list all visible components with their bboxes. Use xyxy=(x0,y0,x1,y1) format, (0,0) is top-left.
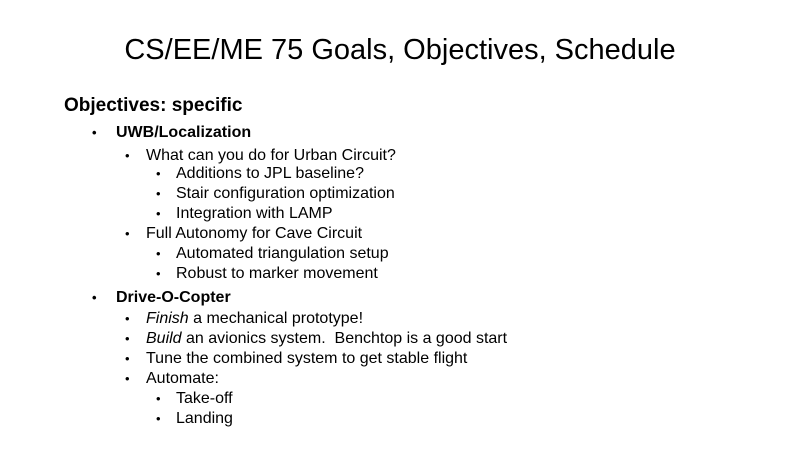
bullet-dot-icon: • xyxy=(156,411,161,426)
bullet-text: Stair configuration optimization xyxy=(176,185,395,202)
bullet-dot-icon: • xyxy=(156,186,161,201)
bullet-triangulation-setup xyxy=(156,244,389,264)
bullet-urban-circuit xyxy=(125,146,396,166)
bullet-marker-movement xyxy=(156,264,378,284)
emphasis-text: Build xyxy=(146,330,182,347)
emphasis-text: Finish xyxy=(146,310,189,327)
bullet-text: What can you do for Urban Circuit? xyxy=(146,147,396,164)
bullet-lamp-integration xyxy=(156,204,333,224)
bullet-dot-icon: • xyxy=(125,148,130,163)
slide-title: CS/EE/ME 75 Goals, Objectives, Schedule xyxy=(124,34,676,66)
bullet-jpl-baseline xyxy=(156,164,364,184)
bullet-dot-icon: • xyxy=(125,226,130,241)
section-heading: Objectives: specific xyxy=(64,95,243,116)
bullet-text: Full Autonomy for Cave Circuit xyxy=(146,225,363,242)
bullet-landing xyxy=(156,409,233,429)
bullet-text: Integration with LAMP xyxy=(176,205,333,222)
bullet-drive-o-copter xyxy=(92,288,231,308)
bullet-dot-icon: • xyxy=(125,311,130,326)
bullet-text: UWB/Localization xyxy=(116,124,252,141)
bullet-dot-icon: • xyxy=(156,206,161,221)
bullet-build-avionics xyxy=(125,329,508,349)
bullet-dot-icon: • xyxy=(125,331,130,346)
bullet-dot-icon: • xyxy=(156,166,161,181)
bullet-tune-system xyxy=(125,349,468,369)
bullet-automate xyxy=(125,369,219,389)
bullet-text: Automate: xyxy=(146,370,219,387)
bullet-dot-icon: • xyxy=(125,371,130,386)
bullet-text: Tune the combined system to get stable flight xyxy=(146,350,468,367)
bullet-text: Automated triangulation setup xyxy=(176,245,389,262)
bullet-text: an avionics system. Benchtop is a good start xyxy=(181,330,508,347)
bullet-take-off xyxy=(156,389,233,409)
bullet-uwb-localization xyxy=(92,123,252,143)
bullet-text: Drive-O-Copter xyxy=(116,289,231,306)
bullet-text: a mechanical prototype! xyxy=(188,310,364,327)
bullet-finish-prototype xyxy=(125,309,364,329)
bullet-dot-icon: • xyxy=(156,266,161,281)
bullet-text: Landing xyxy=(176,410,233,427)
bullet-dot-icon: • xyxy=(125,351,130,366)
bullet-text: Take-off xyxy=(176,390,233,407)
bullet-dot-icon: • xyxy=(156,391,161,406)
bullet-text: Additions to JPL baseline? xyxy=(176,165,364,182)
bullet-text: Robust to marker movement xyxy=(176,265,378,282)
bullet-stair-configuration xyxy=(156,184,395,204)
bullet-dot-icon: • xyxy=(92,290,97,305)
bullet-dot-icon: • xyxy=(156,246,161,261)
bullet-dot-icon: • xyxy=(92,125,97,140)
bullet-cave-circuit xyxy=(125,224,363,244)
